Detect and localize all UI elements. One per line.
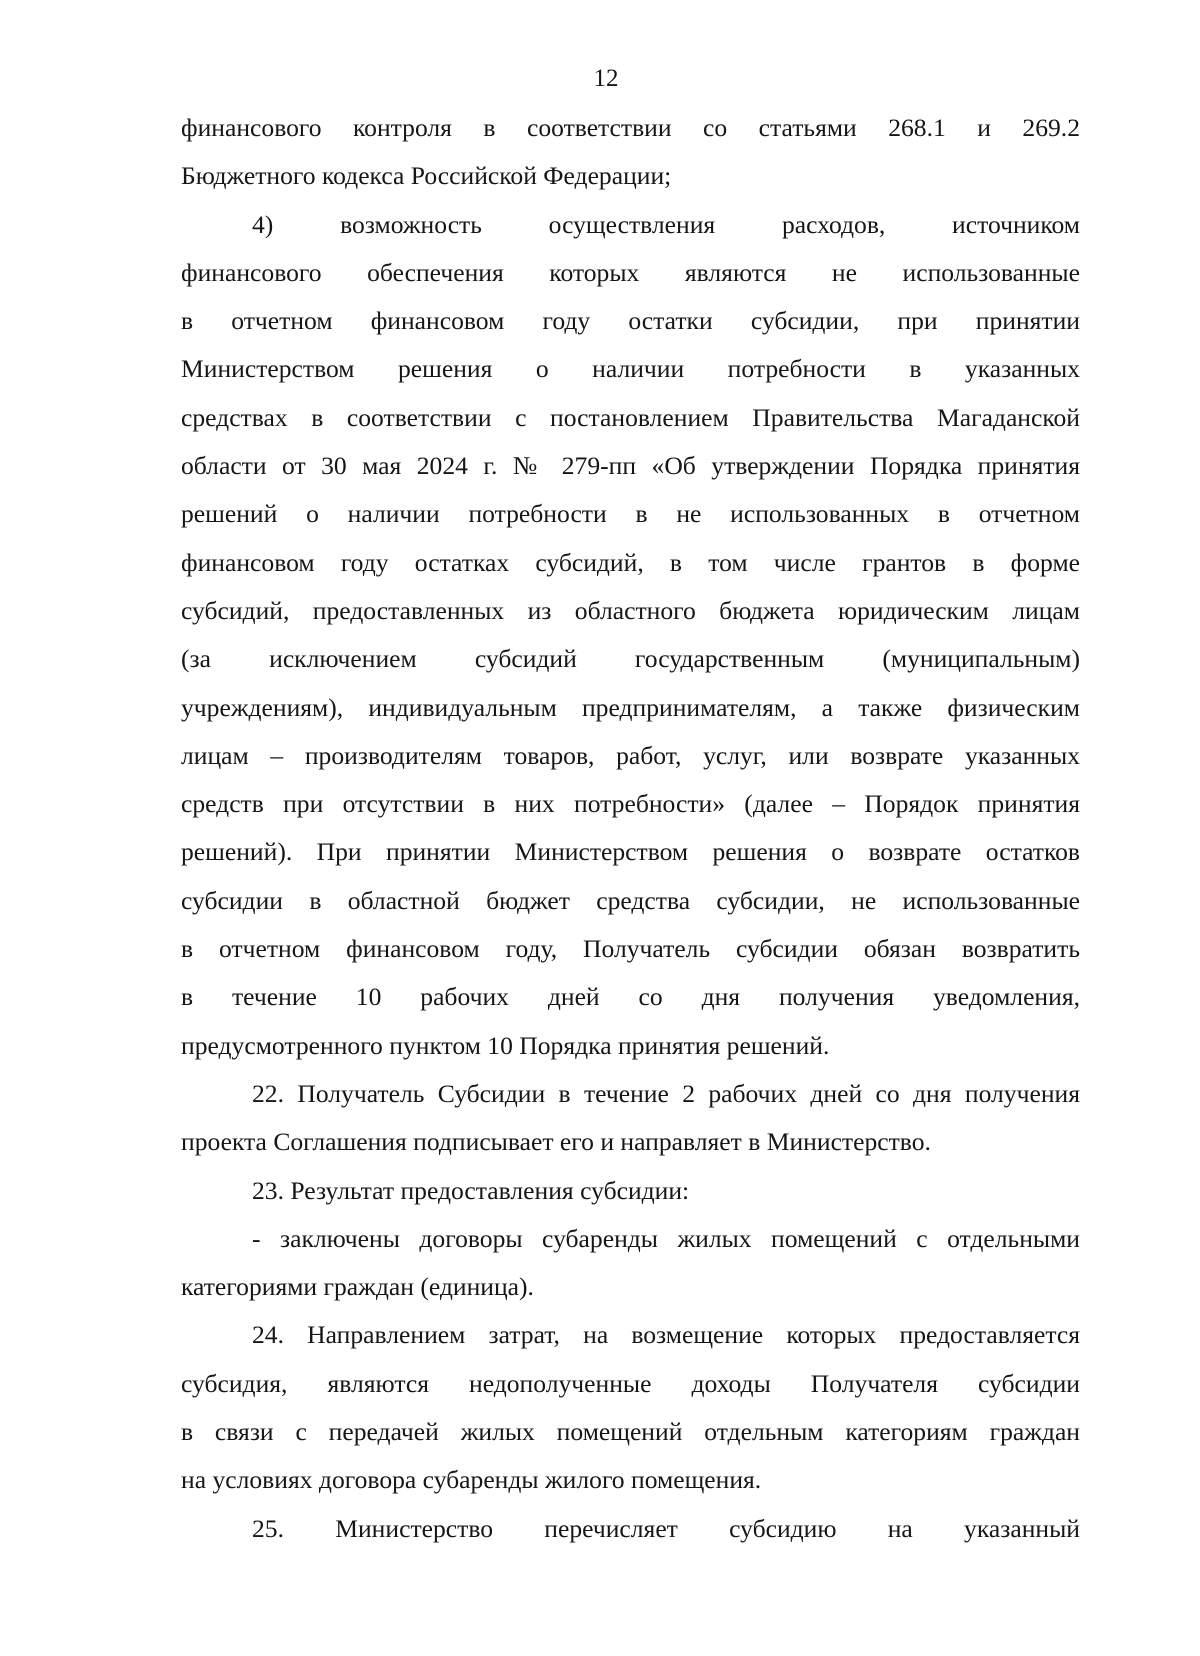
document-body xyxy=(181,104,1080,1553)
text-line: предусмотренного пунктом 10 Порядка принятия решений. xyxy=(181,1030,830,1060)
text-line: субсидии в областной бюджет средства субсидии, не использованные xyxy=(181,885,1080,915)
text-line: решений о наличии потребности в не использованных в отчетном xyxy=(181,499,1080,529)
paragraph-22 xyxy=(181,1070,1080,1167)
text-line: (за исключением субсидий государственным (муниципальным) xyxy=(181,644,1080,674)
text-line: финансового обеспечения которых являются не использованные xyxy=(181,257,1080,287)
text-line: в отчетном финансовом году остатки субсидии, при принятии xyxy=(181,306,1080,336)
text-line: проекта Соглашения подписывает его и направляет в Министерство. xyxy=(181,1127,931,1157)
text-line: субсидия, являются недополученные доходы Получателя субсидии xyxy=(181,1368,1080,1398)
page-number: 12 xyxy=(593,65,619,92)
text-line: на условиях договора субаренды жилого помещения. xyxy=(181,1465,762,1495)
text-line: лицам – производителям товаров, работ, услуг, или возврате указанных xyxy=(181,740,1080,770)
text-line: 4) возможность осуществления расходов, источником xyxy=(252,209,1080,239)
text-line: учреждениям), индивидуальным предпринимателям, а также физическим xyxy=(181,692,1080,722)
text-line: 22. Получатель Субсидии в течение 2 рабочих дней со дня получения xyxy=(252,1078,1080,1108)
text-line: Бюджетного кодекса Российской Федерации; xyxy=(181,161,672,191)
text-line: Министерством решения о наличии потребности в указанных xyxy=(181,354,1080,384)
text-line: 24. Направлением затрат, на возмещение которых предоставляется xyxy=(252,1320,1080,1350)
paragraph-item-4 xyxy=(181,201,1080,1070)
text-line: финансового контроля в соответствии со статьями 268.1 и 269.2 xyxy=(181,113,1080,142)
text-line: 25. Министерство перечисляет субсидию на указанный xyxy=(252,1513,1080,1543)
text-line: финансовом году остатках субсидий, в том числе грантов в форме xyxy=(181,547,1080,577)
text-line: 23. Результат предоставления субсидии: xyxy=(252,1175,690,1205)
text-line: средств при отсутствии в них потребности» (далее – Порядок принятия xyxy=(181,789,1080,819)
paragraph-23-item xyxy=(181,1215,1080,1312)
text-line: - заключены договоры субаренды жилых помещений с отдельными xyxy=(252,1223,1080,1253)
text-line: субсидий, предоставленных из областного бюджета юридическим лицам xyxy=(181,595,1080,625)
text-line: категориями граждан (единица). xyxy=(181,1272,534,1302)
paragraph-continuation xyxy=(181,104,1080,201)
text-line: в течение 10 рабочих дней со дня получения уведомления, xyxy=(181,982,1080,1012)
text-line: области от 30 мая 2024 г. № 279-пп «Об утверждении Порядка принятия xyxy=(181,451,1080,481)
text-line: средствах в соответствии с постановлением Правительства Магаданской xyxy=(181,402,1080,432)
paragraph-24 xyxy=(181,1311,1080,1504)
text-line: в связи с передачей жилых помещений отдельным категориям граждан xyxy=(181,1417,1080,1447)
text-line: решений). При принятии Министерством решения о возврате остатков xyxy=(181,837,1080,867)
text-line: в отчетном финансовом году, Получатель субсидии обязан возвратить xyxy=(181,934,1080,964)
paragraph-23 xyxy=(181,1167,1080,1215)
paragraph-25 xyxy=(181,1505,1080,1553)
